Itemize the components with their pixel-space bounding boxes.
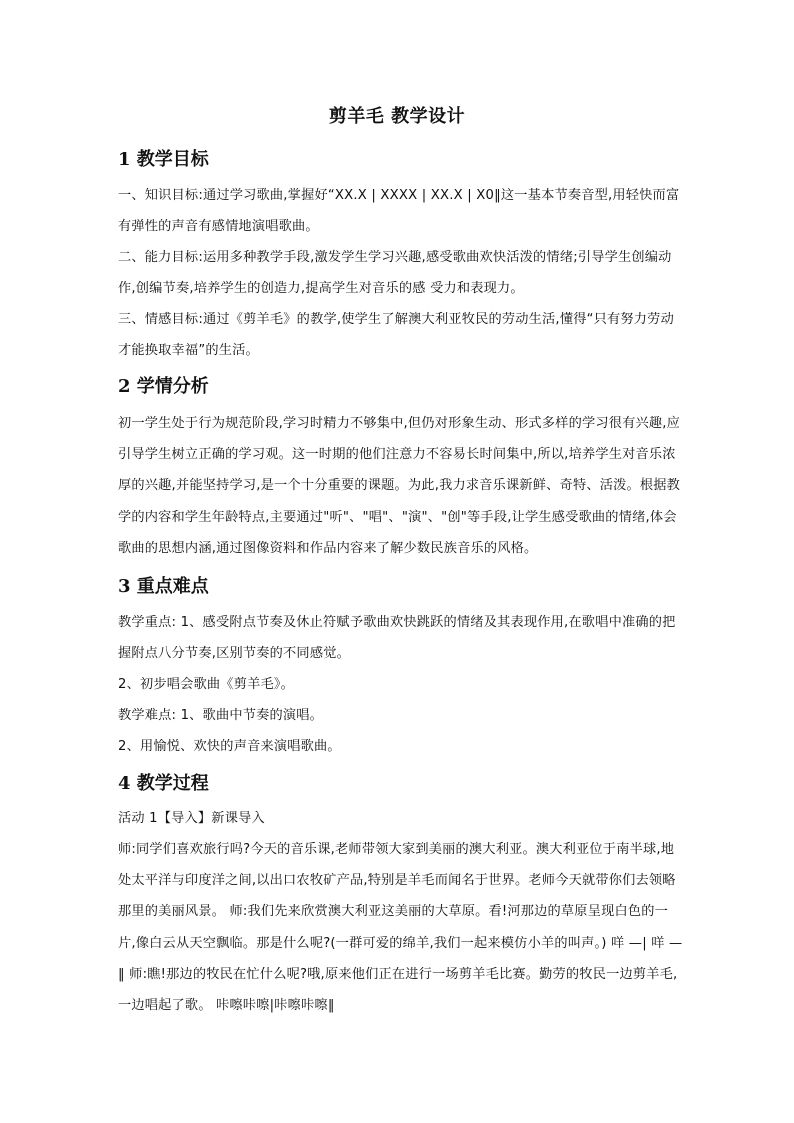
paragraph-analysis: 初一学生处于行为规范阶段,学习时精力不够集中,但仍对形象生动、形式多样的学习很有兴趣,应引导学生树立正确的学习观。这一时期的他们注意力不容易长时间集中,所以,培养学生对音乐浓厚的兴趣,并能坚持学习,是一个十分重要的课题。为此,我力求音乐课新鲜、奇特、活泼。根据教学的内容和学生年龄特点,主要通过"听"、"唱"、"演"、"创"等手段,让学生感受歌曲的情绪,体会歌曲的思想内涵,通过图像资料和作品内容来了解少数民族音乐的风格。 (118, 416, 681, 556)
paragraph-difficulty-2: 2、用愉悦、欢快的声音来演唱歌曲。 (118, 739, 341, 754)
paragraph-key-point-2: 2、初步唱会歌曲《剪羊毛》。 (118, 677, 295, 692)
section-heading-objectives: 1 教学目标 (118, 149, 209, 170)
paragraph-activity-1: 活动 1【导入】新课导入 (118, 811, 265, 826)
paragraph-key-point-1: 教学重点: 1、感受附点节奏及休止符赋予歌曲欢快跳跃的情绪及其表现作用,在歌唱中准确的把握附点八分节奏,区别节奏的不同感觉。 (118, 615, 676, 662)
paragraph-ability-goal: 二、能力目标:运用多种教学手段,激发学生学习兴趣,感受歌曲欢快活泼的情绪;引导学生创编动作,创编节奏,培养学生的创造力,提高学生对音乐的感 受力和表现力。 (118, 250, 672, 297)
document-title: 剪羊毛 教学设计 (328, 106, 466, 127)
paragraph-teacher-intro: 师:同学们喜欢旅行吗?今天的音乐课,老师带领大家到美丽的澳大利亚。澳大利亚位于南半球,地处太平洋与印度洋之间,以出口农牧矿产品,特别是羊毛而闻名于世界。老师今天就带你们去领略那里的美丽风景。 师:我们先来欣赏澳大利亚这美丽的大草原。看!河那边的草原呈现白色的一片,像白云从天空飘临。那是什么呢?(一群可爱的绵羊,我们一起来模仿小羊的叫声。) 咩 —| 咩 —‖ 师:瞧!那边的牧民在忙什么呢?哦,原来他们正在进行一场剪羊毛比赛。勤劳的牧民一边剪羊毛,一边唱起了歌。 咔嚓咔嚓|咔嚓咔嚓‖ (118, 842, 683, 1014)
section-heading-analysis: 2 学情分析 (118, 376, 209, 397)
section-heading-process: 4 教学过程 (118, 773, 209, 794)
paragraph-knowledge-goal: 一、知识目标:通过学习歌曲,掌握好“XX.X | XXXX | XX.X | X0‖这一基本节奏音型,用轻快而富有弹性的声音有感情地演唱歌曲。 (118, 188, 680, 235)
paragraph-difficulty-1: 教学难点: 1、歌曲中节奏的演唱。 (118, 708, 324, 723)
paragraph-emotion-goal: 三、情感目标:通过《剪羊毛》的教学,使学生了解澳大利亚牧民的劳动生活,懂得“只有努力劳动才能换取幸福”的生活。 (118, 312, 674, 359)
section-heading-keypoints: 3 重点难点 (118, 576, 209, 597)
